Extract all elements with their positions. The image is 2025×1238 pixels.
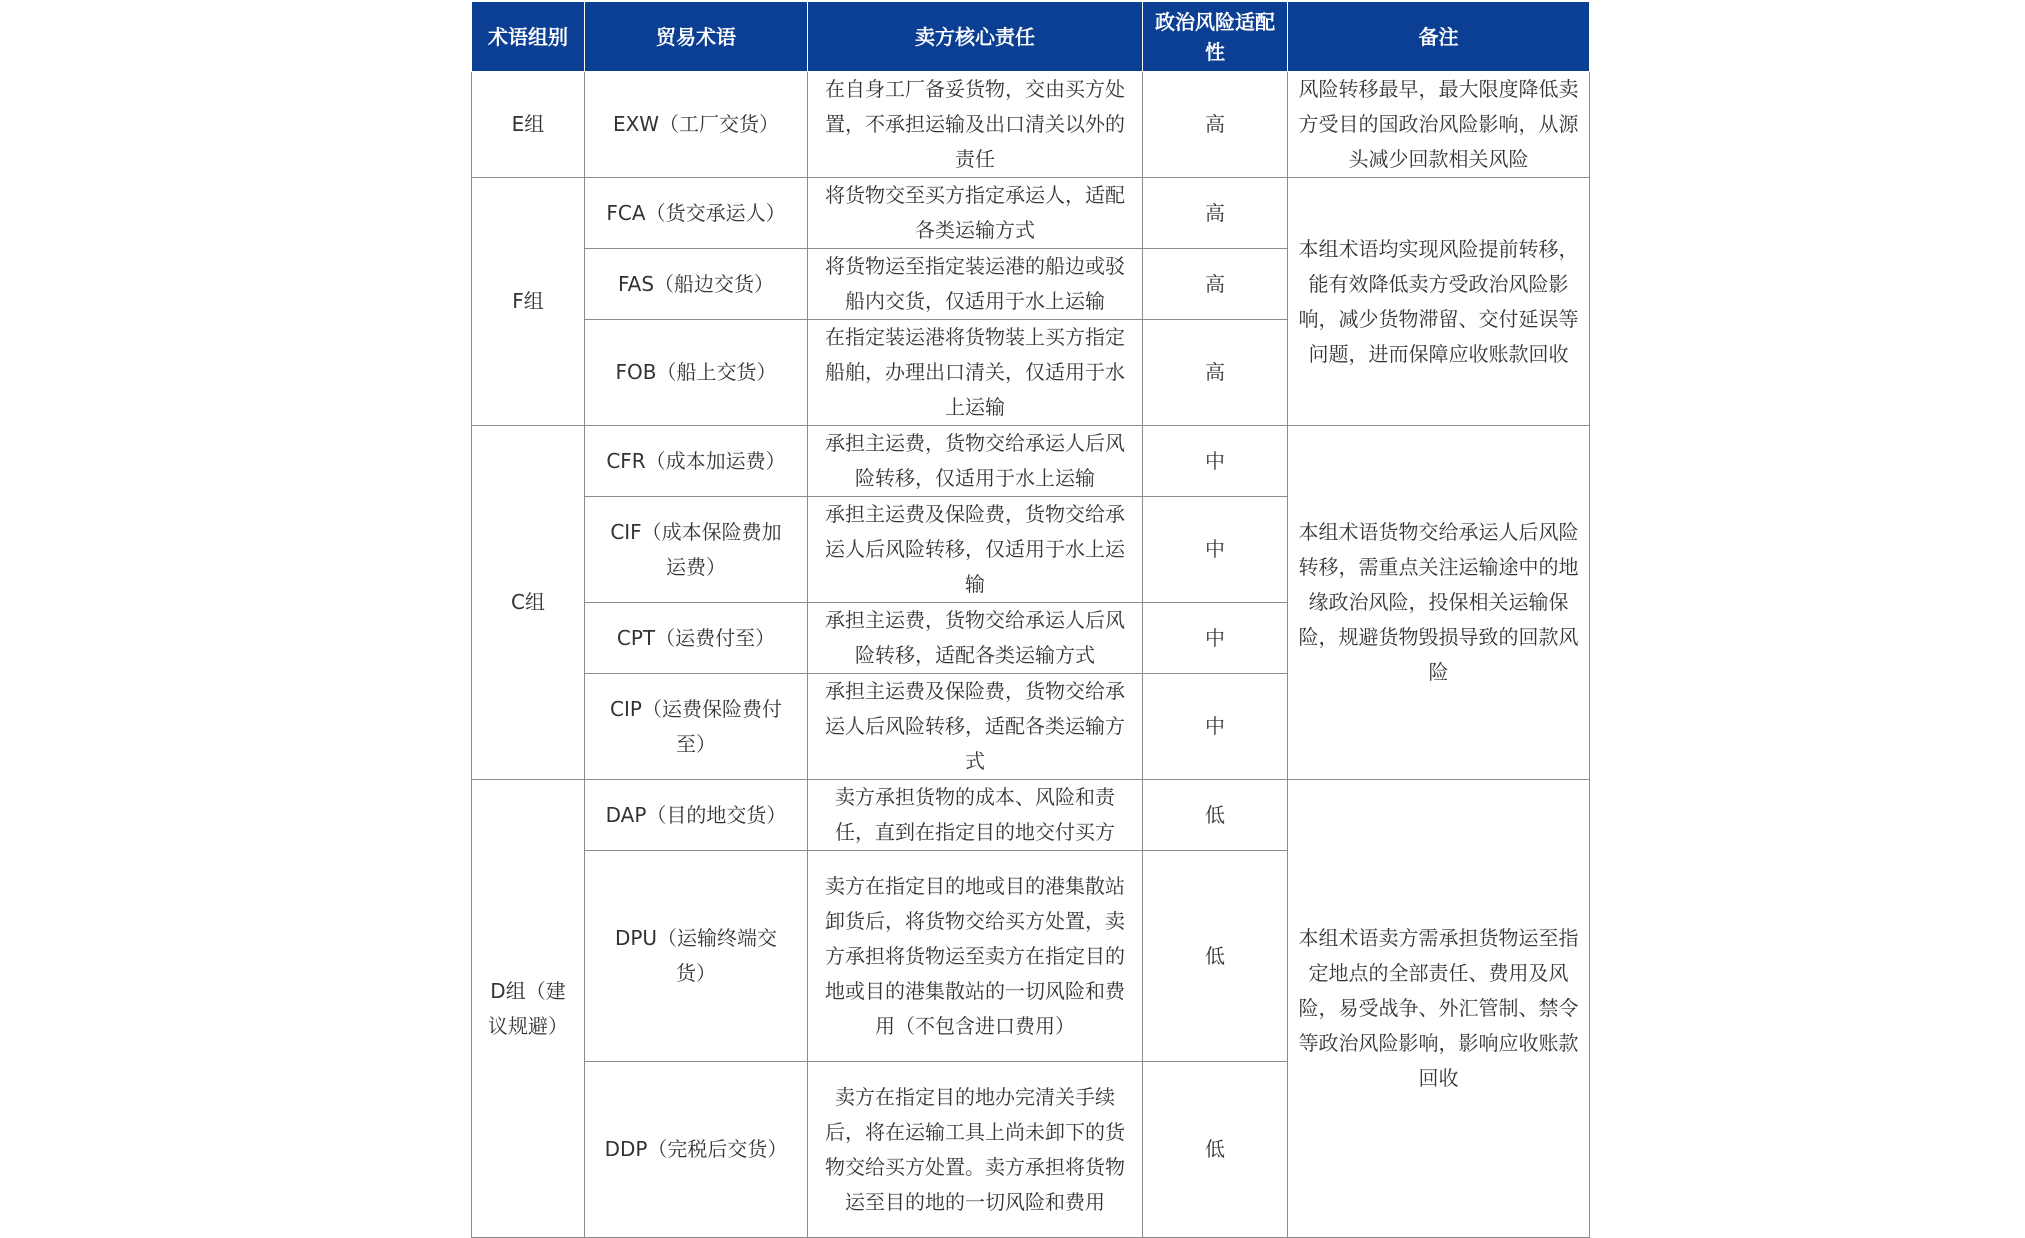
risk-cell: 高: [1143, 320, 1288, 426]
term-cell: DDP（完税后交货）: [585, 1062, 808, 1238]
risk-cell: 中: [1143, 426, 1288, 497]
risk-cell: 中: [1143, 674, 1288, 780]
risk-cell: 中: [1143, 603, 1288, 674]
risk-cell: 低: [1143, 1062, 1288, 1238]
term-cell: FAS（船边交货）: [585, 249, 808, 320]
seller-responsibility-cell: 卖方承担货物的成本、风险和责任，直到在指定目的地交付买方: [808, 780, 1143, 851]
table-row: [472, 780, 1590, 851]
seller-responsibility-cell: 在自身工厂备妥货物，交由买方处置，不承担运输及出口清关以外的责任: [808, 72, 1143, 178]
term-cell: CIP（运费保险费付至）: [585, 674, 808, 780]
seller-responsibility-cell: 承担主运费，货物交给承运人后风险转移，仅适用于水上运输: [808, 426, 1143, 497]
risk-cell: 低: [1143, 851, 1288, 1062]
table-row: [472, 72, 1590, 178]
group-label: C组: [472, 426, 585, 780]
note-cell: 本组术语货物交给承运人后风险转移，需重点关注运输途中的地缘政治风险，投保相关运输保险，规避货物毁损导致的回款风险: [1288, 426, 1590, 780]
term-cell: CIF（成本保险费加运费）: [585, 497, 808, 603]
term-cell: FCA（货交承运人）: [585, 178, 808, 249]
table-row: [472, 178, 1590, 249]
risk-cell: 中: [1143, 497, 1288, 603]
group-label: F组: [472, 178, 585, 426]
seller-responsibility-cell: 卖方在指定目的地办完清关手续后，将在运输工具上尚未卸下的货物交给买方处置。卖方承担将货物运至目的地的一切风险和费用: [808, 1062, 1143, 1238]
header-row: [472, 2, 1590, 72]
header-term: 贸易术语: [585, 2, 808, 72]
group-label: E组: [472, 72, 585, 178]
seller-responsibility-cell: 卖方在指定目的地或目的港集散站卸货后，将货物交给买方处置，卖方承担将货物运至卖方在指定目的地或目的港集散站的一切风险和费用（不包含进口费用）: [808, 851, 1143, 1062]
header-note: 备注: [1288, 2, 1590, 72]
header-group: 术语组别: [472, 2, 585, 72]
seller-responsibility-cell: 承担主运费，货物交给承运人后风险转移，适配各类运输方式: [808, 603, 1143, 674]
term-cell: FOB（船上交货）: [585, 320, 808, 426]
term-cell: DAP（目的地交货）: [585, 780, 808, 851]
note-cell: 风险转移最早，最大限度降低卖方受目的国政治风险影响，从源头减少回款相关风险: [1288, 72, 1590, 178]
risk-cell: 低: [1143, 780, 1288, 851]
term-cell: CFR（成本加运费）: [585, 426, 808, 497]
risk-cell: 高: [1143, 178, 1288, 249]
seller-responsibility-cell: 在指定装运港将货物装上买方指定船舶，办理出口清关，仅适用于水上运输: [808, 320, 1143, 426]
risk-cell: 高: [1143, 249, 1288, 320]
seller-responsibility-cell: 将货物交至买方指定承运人，适配各类运输方式: [808, 178, 1143, 249]
seller-responsibility-cell: 承担主运费及保险费，货物交给承运人后风险转移，适配各类运输方式: [808, 674, 1143, 780]
incoterms-table: [471, 1, 1590, 1238]
table-row: [472, 426, 1590, 497]
seller-responsibility-cell: 将货物运至指定装运港的船边或驳船内交货，仅适用于水上运输: [808, 249, 1143, 320]
note-cell: 本组术语均实现风险提前转移，能有效降低卖方受政治风险影响，减少货物滞留、交付延误等问题，进而保障应收账款回收: [1288, 178, 1590, 426]
term-cell: CPT（运费付至）: [585, 603, 808, 674]
group-label: D组（建议规避）: [472, 780, 585, 1238]
header-political-risk: 政治风险适配性: [1143, 2, 1288, 72]
header-seller-responsibility: 卖方核心责任: [808, 2, 1143, 72]
risk-cell: 高: [1143, 72, 1288, 178]
seller-responsibility-cell: 承担主运费及保险费，货物交给承运人后风险转移，仅适用于水上运输: [808, 497, 1143, 603]
note-cell: 本组术语卖方需承担货物运至指定地点的全部责任、费用及风险，易受战争、外汇管制、禁令等政治风险影响，影响应收账款回收: [1288, 780, 1590, 1238]
term-cell: DPU（运输终端交货）: [585, 851, 808, 1062]
term-cell: EXW（工厂交货）: [585, 72, 808, 178]
